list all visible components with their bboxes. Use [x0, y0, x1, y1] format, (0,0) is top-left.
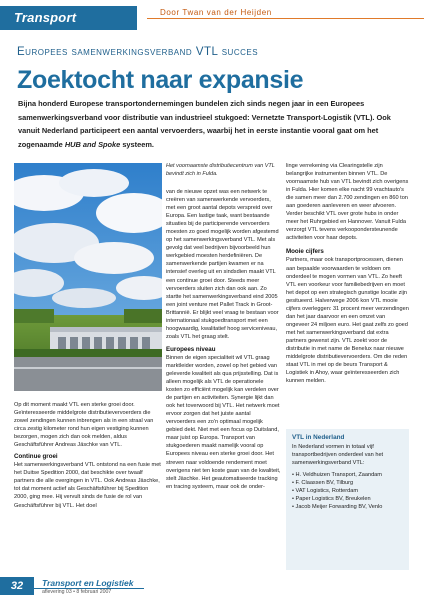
box-title: VTL in Nederland: [292, 434, 345, 441]
author-byline: Door Twan van der Heijden: [160, 8, 272, 17]
box-list-item: • VAT Logistics, Rotterdam: [292, 487, 403, 495]
heading-mooie-cijfers: Mooie cijfers: [286, 248, 324, 256]
vtl-nederland-box: [286, 429, 409, 570]
publication-name: Transport en Logistiek: [42, 578, 134, 588]
column-1-paragraph: Op dit moment maakt VTL een sterke groei door. Geïnteresseerde middelgrote distributievervoerders die zowel zendingen kunnen inbrengen als in een straal van circa zestig kilometer rond hun eigen vestiging kunnen bezorgen, mogen zich dan ook melden, aldus Geschäftsführer Andreas Jäschke van VTL.: [14, 402, 154, 449]
article-supertitle: Europees samenwerkingsverband VTL succes: [17, 46, 259, 58]
article-title: Zoektocht naar expansie: [17, 66, 304, 94]
heading-europees-niveau: Europees niveau: [166, 345, 216, 353]
box-intro: In Nederland vormen in totaal vijf transportbedrijven onderdeel van het samenwerkingsverband VTL:: [292, 444, 384, 466]
column-3-paragraph: linge verrekening via Clearingstelle zijn belangrijke instrumenten binnen VTL. De voornaamste hub van VTL bevindt zich overigens in Fulda. Hier komen elke nacht 99 vrachtauto's die samen meer dan 2.700 zendingen en 860 ton aan goederen aanleveren en weer afvoeren. Verder beschikt VTL over grote hubs in onder meer het Ruhrgebied en Hannover. Vanuit Fulda verzorgt VTL tevens verkoopondersteunende activiteiten voor haar depots.: [286, 163, 409, 242]
column-3b-paragraph: Partners, maar ook transportprocessen, dienen aan bepaalde voorwaarden te voldoen om onderdeel te mogen vormen van VTL. Zo heeft VTL een voorkeur voor familiebedrijven en moet het depot op een strategisch gunstige locatie zijn gesitueerd. Halverwege 2006 kon VTL mooie cijfers overleggen: 31 procent meer verzendingen dan het jaar daarvoor en een omzet van ongeveer 24 miljoen euro. Het gaat zelfs zo goed met het samenwerkingsverband dat extra partners gewenst zijn. VTL zoekt voor de distributie in met name de Benelux naar nieuwe middelgrote distributievervoerders. Om die reden staat VTL in mei op de beurs Transport & Logistiek in Ahoy, waar geïnteresseerden zich kunnen melden.: [286, 257, 409, 385]
heading-continue-groei: Continue groei: [14, 453, 58, 461]
article-column-2: [166, 188, 281, 491]
article-lead: Bijna honderd Europese transportondernemingen bundelen zich sinds negen jaar in een Europees samenwerkingsverband voor distributie van industrieel stukgoed: Vernetzte Transport-Logistik (VTL). Ook vanuit Nederland participeert een aantal vervoerders, waarbij het in eerste instantie vooral gaat om het zogenaamde HUB and Spoke systeem.: [18, 99, 391, 149]
article-column-3: [286, 162, 409, 385]
author-divider: [147, 18, 424, 19]
page-number: 32: [0, 577, 34, 595]
section-tab: [0, 6, 137, 30]
photo-caption: Het voornaamste distributiecentrum van VTL bevindt zich in Fulda.: [166, 163, 275, 177]
distribution-center-photo: [14, 163, 162, 391]
section-label: Transport: [14, 10, 77, 25]
issue-info: aflevering 03 • 8 februari 2007: [42, 589, 112, 595]
box-list-item: • H. Veldhuizen Transport, Zaandam: [292, 471, 403, 479]
box-list-item: • Paper Logistics BV, Breukelen: [292, 495, 403, 503]
column-2b-paragraph: Binnen de eigen specialiteit wil VTL graag marktleider worden, zowel op het gebied van geleverde kwaliteit als qua prijsstelling. Dat is alleen mogelijk als VTL de operationele kosten zo efficiënt mogelijk kan verdelen over de partijen en activiteiten. Synergie lijkt dan ook het toverwoord bij VTL. Het netwerk moet ervoor zorgen dat het juiste aantal vervoerders een zo'n optimaal mogelijk gebied dekt. Niet met een focus op Duitsland, maar juist op Europa. Transport van stukgoederen maakt namelijk vooral op Europees niveau een sterke groei door. Het streven naar voldoende rendement moet overigens niet ten koste gaan van de kwaliteit, stelt Jäschke. Het geautomatiseerde tracking en tracing systeem, maar ook de onder-: [166, 354, 281, 490]
box-list: [286, 471, 409, 511]
box-list-item: • Jacob Meijer Forwarding BV, Venlo: [292, 503, 403, 511]
article-column-1: [14, 401, 162, 510]
box-list-item: • F. Claassen BV, Tilburg: [292, 479, 403, 487]
column-1b-paragraph: Het samenwerkingsverband VTL ontstond na een fusie met het Duitse Spedition 2000, dat beschikte over twaalf partners die alle overgingen in VTL. Ook Andreas Jäschke, tot dat moment actief als Geschäftsführer bij Spedition 2000, ging mee. Hij vervult sinds de fusie de rol van Geschäftsführer bij VTL. Het doel: [14, 462, 161, 509]
column-2-paragraph: van de nieuwe opzet was een netwerk te creëren van samenwerkende vervoerders, met een groot aantal depots verspreid over Europa. Een lastige taak, want bestaande situaties bij de participerende vervoerders moesten zo goed mogelijk worden afgestemd op het samenwerkingsverband VTL. Met als gevolg dat veel bedrijven bijvoorbeeld hun werkgebied moesten herdefiniëren. De samenwerkende partijen kwamen er na intensief overleg uit en sindsdien maakt VTL een continue groei door. Steeds meer vervoerders sluiten zich dan ook aan. Zo startte het samenwerkingsverband eind 2005 een joint venture met Pallet Track in Groot-Brittannië. Er blijkt veel vraag te bestaan voor internationaal stukgoedtransport met een hoogwaardig, kwalitatief hoog serviceniveau, zoals VTL het graag stelt.: [166, 189, 279, 340]
